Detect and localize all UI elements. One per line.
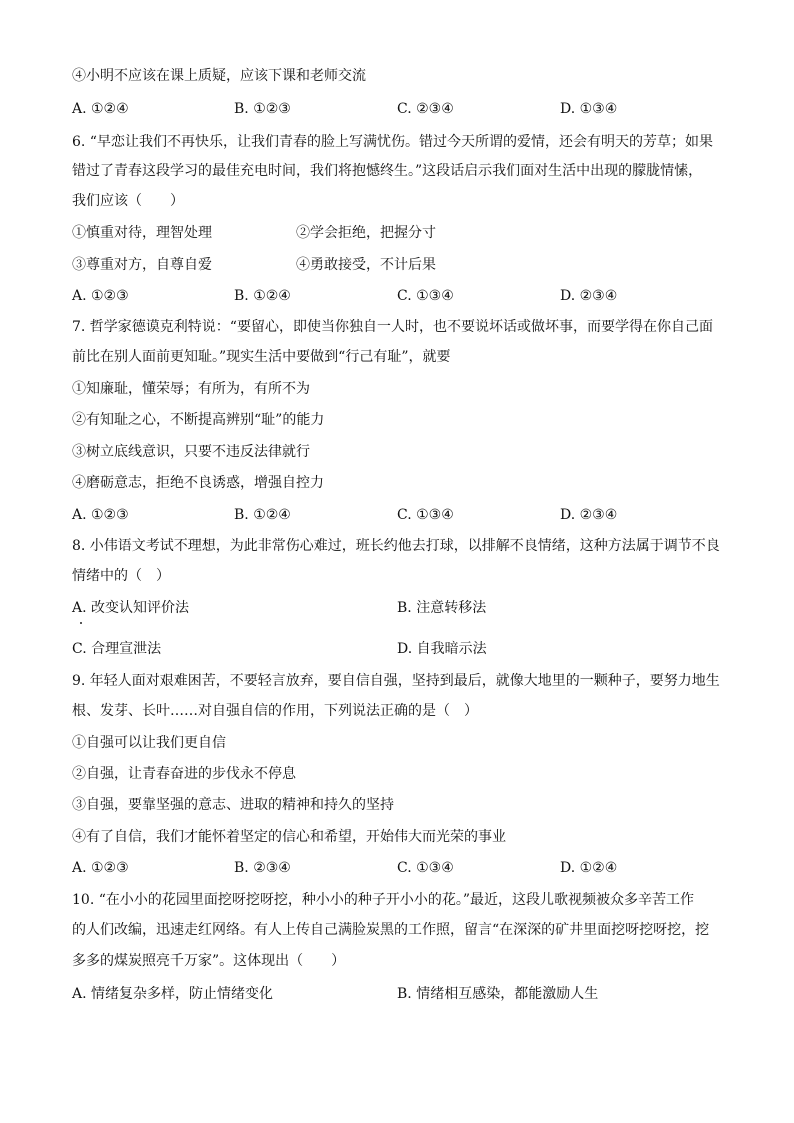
q8-option-a: A. 改变认知评价法 xyxy=(72,600,190,616)
q6-stem-line-2: 错过了青春这段学习的最佳充电时间，我们将抱憾终生。”这段话启示我们面对生活中出现的朦胧情愫， xyxy=(72,163,703,179)
q10-stem-line-3: 多多的煤炭照亮千万家”。这体现出（ ） xyxy=(72,953,346,969)
q8-option-d: D. 自我暗示法 xyxy=(397,641,487,657)
q9-option-a: A. ①②③ xyxy=(72,860,129,876)
q7-option-c: C. ①③④ xyxy=(397,507,454,523)
q9-option-d: D. ①②④ xyxy=(560,860,618,876)
q10-stem-line-2: 的人们改编，迅速走红网络。有人上传自己满脸炭黑的工作照，留言“在深深的矿井里面挖呀挖呀挖，挖 xyxy=(72,922,710,938)
q8-option-b: B. 注意转移法 xyxy=(397,600,487,616)
q8-stem-line-1: 8. 小伟语文考试不理想，为此非常伤心难过，班长约他去打球，以排解不良情绪，这种方法属于调节不良 xyxy=(72,538,720,554)
q9-stem-line-1: 9. 年轻人面对艰难困苦，不要轻言放弃，要自信自强，坚持到最后，就像大地里的一颗种子，要努力地生 xyxy=(72,673,720,689)
q5-option-b: B. ①②③ xyxy=(234,101,291,117)
q6-item-4: ④勇敢接受，不计后果 xyxy=(296,257,436,273)
q7-stem-line-1: 7. 哲学家德谟克利特说：“要留心，即使当你独自一人时，也不要说坏话或做坏事，而要学得在你自己面 xyxy=(72,319,713,335)
q9-option-b: B. ②③④ xyxy=(234,860,291,876)
q7-option-d: D. ②③④ xyxy=(560,507,618,523)
q6-stem-line-3: 我们应该（ ） xyxy=(72,193,184,209)
q6-option-c: C. ①③④ xyxy=(397,288,454,304)
stray-dot xyxy=(80,622,82,624)
q9-item-2: ②自强，让青春奋进的步伐永不停息 xyxy=(72,766,296,782)
q6-item-1: ①慎重对待，理智处理 xyxy=(72,225,212,241)
q8-option-c: C. 合理宣泄法 xyxy=(72,641,162,657)
q9-stem-line-2: 根、发芽、长叶……对自强自信的作用，下列说法正确的是（ ） xyxy=(72,703,478,719)
q5-option-d: D. ①③④ xyxy=(560,101,618,117)
q9-option-c: C. ①③④ xyxy=(397,860,454,876)
q7-item-1: ①知廉耻，懂荣辱；有所为，有所不为 xyxy=(72,381,310,397)
q7-stem-line-2: 前比在别人面前更知耻。”现实生活中要做到“行己有耻”，就要 xyxy=(72,349,451,365)
q9-item-1: ①自强可以让我们更自信 xyxy=(72,735,226,751)
q6-item-2: ②学会拒绝，把握分寸 xyxy=(296,225,436,241)
q6-option-a: A. ①②③ xyxy=(72,288,129,304)
q7-item-4: ④磨砺意志，拒绝不良诱惑，增强自控力 xyxy=(72,475,324,491)
q5-option-a: A. ①②④ xyxy=(72,101,129,117)
q6-option-d: D. ②③④ xyxy=(560,288,618,304)
q5-item-4: ④小明不应该在课上质疑，应该下课和老师交流 xyxy=(72,68,366,84)
q5-option-c: C. ②③④ xyxy=(397,101,454,117)
q10-option-b: B. 情绪相互感染，都能激励人生 xyxy=(397,986,599,1002)
q9-item-4: ④有了自信，我们才能怀着坚定的信心和希望，开始伟大而光荣的事业 xyxy=(72,829,506,845)
q10-stem-line-1: 10. “在小小的花园里面挖呀挖呀挖，种小小的种子开小小的花。”最近，这段儿歌视频被众多辛苦工作 xyxy=(72,892,695,908)
q10-option-a: A. 情绪复杂多样，防止情绪变化 xyxy=(72,986,274,1002)
q6-stem-line-1: 6. “早恋让我们不再快乐，让我们青春的脸上写满忧伤。错过今天所谓的爱情，还会有明天的芳草；如果 xyxy=(72,134,713,150)
q6-option-b: B. ①②④ xyxy=(234,288,291,304)
q8-stem-line-2: 情绪中的（ ） xyxy=(72,568,170,584)
q7-option-a: A. ①②③ xyxy=(72,507,129,523)
q7-option-b: B. ①②④ xyxy=(234,507,291,523)
q7-item-3: ③树立底线意识，只要不违反法律就行 xyxy=(72,444,310,460)
q6-item-3: ③尊重对方，自尊自爱 xyxy=(72,257,212,273)
q9-item-3: ③自强，要靠坚强的意志、进取的精神和持久的坚持 xyxy=(72,797,394,813)
q7-item-2: ②有知耻之心，不断提高辨别“耻”的能力 xyxy=(72,412,325,428)
